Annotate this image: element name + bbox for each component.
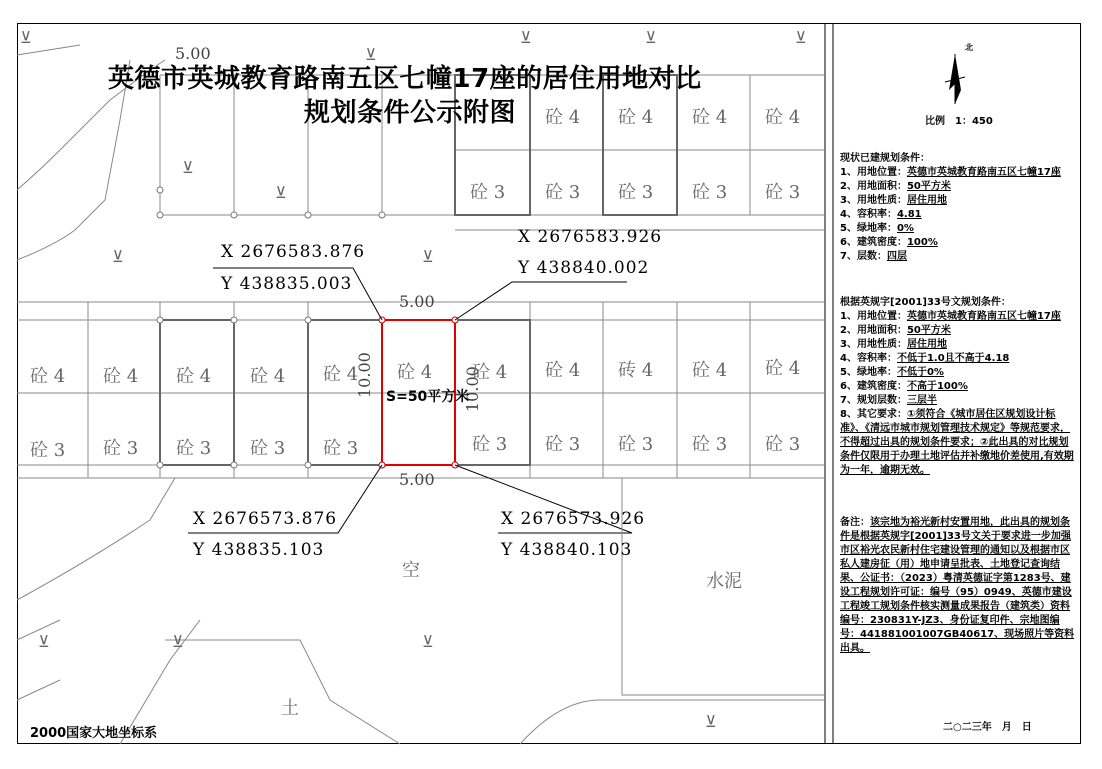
vegetation-icon: ⊻ — [365, 45, 377, 64]
bldg-label: 砼 4 — [176, 366, 212, 387]
bldg-label: 砼 3 — [103, 438, 139, 459]
bldg-label: 砼 3 — [176, 438, 212, 459]
vegetation-icon: ⊻ — [20, 28, 32, 47]
bldg-label: 砼 3 — [250, 438, 286, 459]
dim-left: 10.00 — [355, 352, 374, 398]
title-line-2: 规划条件公示附图 — [304, 98, 517, 128]
planned-item: 6、建筑密度：不高于100% — [840, 381, 968, 392]
vegetation-icon: ⊻ — [172, 632, 184, 651]
parcel-area-label: S=50平方米 — [386, 389, 470, 405]
vegetation-icon: ⊻ — [422, 632, 434, 651]
remarks-label: 备注： — [840, 517, 870, 528]
bldg-label: 砼 3 — [618, 434, 654, 455]
bldg-label: 砼 4 — [397, 362, 433, 383]
bldg-label: 砼 4 — [323, 364, 359, 385]
vegetation-icon: ⊻ — [112, 247, 124, 266]
vegetation-icon: ⊻ — [275, 183, 287, 202]
planned-item: 2、用地面积：50平方米 — [840, 325, 951, 336]
existing-item: 6、建筑密度：100% — [840, 237, 938, 248]
existing-item: 7、层数：四层 — [840, 251, 907, 262]
bldg-label: 砼 4 — [765, 107, 801, 128]
bldg-label: 砼 3 — [692, 434, 728, 455]
bldg-label: 砼 3 — [545, 182, 581, 203]
coord-tr-y: Y 438840.002 — [518, 258, 650, 278]
dim-bottom: 5.00 — [399, 470, 435, 489]
cement-label: 水泥 — [706, 571, 742, 592]
planned-item: 4、容积率：不低于1.0且不高于4.18 — [840, 353, 1010, 364]
existing-item: 4、容积率：4.81 — [840, 209, 922, 220]
vegetation-icon: ⊻ — [182, 158, 194, 177]
bldg-label: 砼 4 — [472, 362, 508, 383]
existing-conditions — [840, 152, 1076, 264]
coord-bl-x: X 2676573.876 — [193, 509, 338, 529]
bldg-label: 砼 3 — [692, 182, 728, 203]
bldg-label: 砼 3 — [472, 434, 508, 455]
bldg-label: 砼 4 — [765, 358, 801, 379]
planned-item: 8、其它要求：①须符合《城市居住区规划设计标准》、《清远市城市规划管理技术规定》等规范要求，不得超过出具的规划条件要求；②此出具的对比规划条件仅限用于办理土地评估并补缴地价差使用,有效期为一年，逾期无效。 — [840, 409, 1074, 476]
coord-tr-x: X 2676583.926 — [518, 227, 663, 247]
bldg-label: 砖 4 — [618, 360, 654, 381]
vegetation-icon: ⊻ — [795, 28, 807, 47]
coord-br-x: X 2676573.926 — [501, 509, 646, 529]
coordinate-system-label: 2000国家大地坐标系 — [30, 726, 158, 741]
dim-top: 5.00 — [399, 292, 435, 311]
coord-bl-y: Y 438835.103 — [193, 540, 325, 560]
coord-tl-y: Y 438835.003 — [221, 274, 353, 294]
dim-map-top: 5.00 — [175, 44, 211, 63]
existing-item: 2、用地面积：50平方米 — [840, 181, 951, 192]
vegetation-icon: ⊻ — [705, 712, 717, 731]
bldg-label: 砼 3 — [323, 438, 359, 459]
north-label: 北 — [965, 43, 973, 52]
planned-item: 3、用地性质：居住用地 — [840, 339, 947, 350]
planned-item: 7、规划层数：三层半 — [840, 395, 937, 406]
existing-item: 1、用地位置：英德市英城教育路南五区七幢17座 — [840, 167, 1061, 178]
soil-label: 土 — [281, 698, 299, 719]
bldg-label: 砼 4 — [30, 366, 66, 387]
title-line-1: 英德市英城教育路南五区七幢17座的居住用地对比 — [108, 64, 702, 94]
dim-right: 10.00 — [463, 366, 482, 412]
lower-terrain — [17, 478, 825, 744]
existing-item: 3、用地性质：居住用地 — [840, 195, 947, 206]
planned-item: 5、绿地率：不低于0% — [840, 367, 944, 378]
existing-header: 现状已建规划条件： — [840, 153, 930, 164]
bldg-label: 砼 3 — [618, 182, 654, 203]
bldg-label: 砼 4 — [250, 366, 286, 387]
bldg-label: 砼 3 — [765, 182, 801, 203]
coord-tl-x: X 2676583.876 — [221, 242, 366, 262]
bldg-label: 砼 3 — [30, 440, 66, 461]
vegetation-icon: ⊻ — [520, 28, 532, 47]
coord-br-y: Y 438840.103 — [501, 540, 633, 560]
info-panel — [835, 24, 1081, 744]
existing-item: 5、绿地率：0% — [840, 223, 914, 234]
scale-label: 比例 1：450 — [925, 116, 993, 127]
planned-header: 根据英规字[2001]33号文规划条件： — [840, 297, 1011, 308]
vegetation-icon: ⊻ — [645, 28, 657, 47]
date-label: 二○二三年 月 日 — [943, 722, 1032, 733]
bldg-label: 砼 4 — [692, 360, 728, 381]
empty-land-label: 空 — [402, 560, 420, 581]
planned-item: 1、用地位置：英德市英城教育路南五区七幢17座 — [840, 311, 1061, 322]
bldg-label: 砼 3 — [545, 434, 581, 455]
bldg-label: 砼 4 — [103, 366, 139, 387]
bldg-label: 砼 3 — [765, 434, 801, 455]
vegetation-icon: ⊻ — [422, 247, 434, 266]
vegetation-icon: ⊻ — [38, 632, 50, 651]
bldg-label: 砼 3 — [470, 182, 506, 203]
remarks — [840, 516, 1076, 656]
bldg-label: 砼 4 — [618, 107, 654, 128]
bldg-label: 砼 4 — [692, 107, 728, 128]
upper-block-vertices — [157, 187, 385, 218]
remarks-text: 该宗地为裕光新村安置用地，此出具的规划条件是根据英规字[2001]33号文关于要求进一步加强市区裕光农民新村住宅建设管理的通知以及根据市区私人建房征（用）地申请呈批表、土地登记查询结果、公证书：（2023）粤清英德证字第1283号、建设工程规划许可证：编号（95）0949、英德市建设工程竣工规划条件核实测量成果报告（建筑类）资料编号：230831Y-JZ3、身份证复印件、宗地图编号：441881001007GB40617、现场照片等资料出具。 — [840, 517, 1075, 654]
planned-conditions — [840, 296, 1076, 478]
bldg-label: 砼 4 — [545, 360, 581, 381]
bldg-label: 砼 4 — [545, 107, 581, 128]
